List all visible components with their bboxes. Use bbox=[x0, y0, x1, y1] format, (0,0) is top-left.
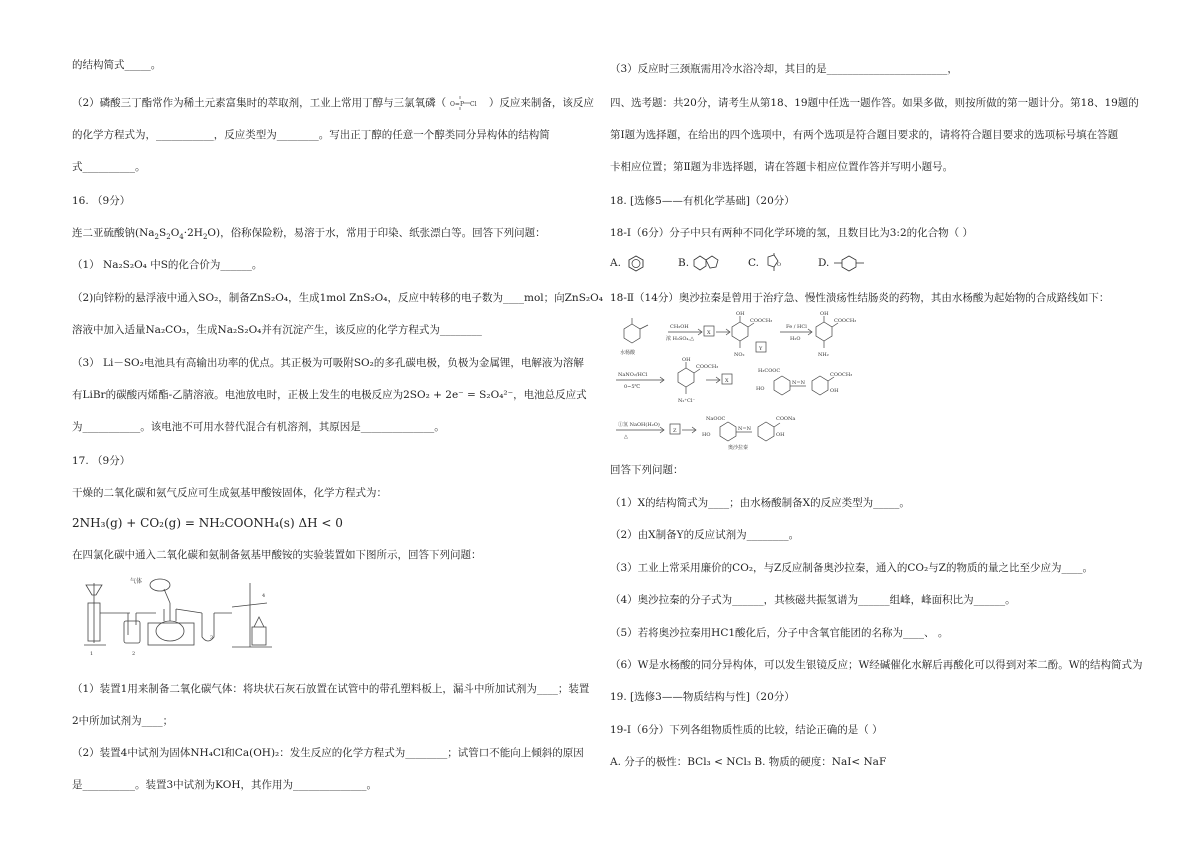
benzene-structure-icon bbox=[626, 254, 646, 272]
svg-text:N=N: N=N bbox=[792, 380, 805, 386]
text-line: 式__________。 bbox=[72, 161, 146, 173]
svg-text:Fe / HCl: Fe / HCl bbox=[786, 324, 807, 330]
text-line: 在四氯化碳中通入二氧化碳和氨制备氨基甲酸铵的实验装置如下图所示，回答下列问题： bbox=[72, 549, 482, 561]
section-heading: 19. [选修3——物质结构与性]（20分） bbox=[610, 691, 795, 703]
text-line: （1）X的结构简式为____；由水杨酸制备X的反应类型为_____。 bbox=[610, 497, 910, 509]
text-line: 回答下列问题： bbox=[610, 464, 684, 476]
svg-text:NaNO₂/HCl: NaNO₂/HCl bbox=[618, 372, 648, 378]
text-line: （5）若将奥沙拉秦用HC1酸化后，分子中含氧官能团的名称为____、 。 bbox=[610, 627, 949, 639]
text-line: （4）奥沙拉秦的分子式为______，其核磁共振氢谱为______组峰，峰面积比为______。 bbox=[610, 594, 1016, 606]
text-line: 为___________。该电池不可用水替代混合有机溶剂，其原因是______________。 bbox=[72, 421, 445, 433]
text-line: 是__________。装置3中试剂为KOH，其作用为______________。 bbox=[72, 779, 378, 791]
text-line: 有LiBr的碳酸丙烯酯-乙腈溶液。电池放电时，正极上发生的电极反应为2SO₂ + 2e⁻ = S₂O₄²⁻，电池总反应式 bbox=[72, 389, 587, 401]
svg-text:HO: HO bbox=[702, 432, 711, 438]
text-line: （6）W是水杨酸的同分异构体，可以发生银镜反应；W经碱催化水解后再酸化可以得到对苯二酚。W的结构简式为 bbox=[610, 659, 1143, 671]
text-line: 干燥的二氧化碳和氨气反应可生成氨基甲酸铵固体，化学方程式为： bbox=[72, 487, 387, 499]
svg-text:奥沙拉秦: 奥沙拉秦 bbox=[728, 445, 749, 450]
option-row: A. B. C. O D. bbox=[610, 256, 940, 274]
text-line: 溶液中加入适量Na₂CO₃，生成Na₂S₂O₄并有沉淀产生，该反应的化学方程式为________ bbox=[72, 324, 482, 336]
text-line: 连二亚硫酸钠$(Na_2S_2O_4\cdot 2H_2O)$，俗称保险粉，易溶于水，常用于印染、纸张漂白等。回答下列问题： bbox=[72, 227, 546, 242]
text-line: （3） Li－SO₂电池具有高输出功率的优点。其正极为可吸附SO₂的多孔碳电极，负极为金属锂，电解液为溶解 bbox=[72, 357, 584, 369]
svg-text:O=P: O=P bbox=[449, 101, 464, 108]
text-line: 19-Ⅰ（6分）下列各组物质性质的比较，结论正确的是（ ） bbox=[610, 724, 883, 736]
svg-text:HO: HO bbox=[756, 386, 765, 392]
svg-text:OH: OH bbox=[820, 311, 829, 317]
text-line: 18-Ⅰ（6分）分子中只有两种不同化学环境的氢，且数目比为3:2的化合物（ ） bbox=[610, 227, 973, 239]
svg-text:OH: OH bbox=[736, 311, 745, 317]
spiro-structure-icon bbox=[692, 253, 720, 273]
svg-text:浓 H₂SO₄,△: 浓 H₂SO₄,△ bbox=[666, 336, 694, 342]
svg-text:4: 4 bbox=[262, 593, 266, 599]
svg-text:OH: OH bbox=[776, 432, 785, 438]
svg-text:COONa: COONa bbox=[776, 416, 796, 422]
text-line: （3）工业上常采用廉价的CO₂，与Z反应制备奥沙拉秦，通入的CO₂与Z的物质的量之比至少应为____。 bbox=[610, 562, 1093, 574]
text-line: 2中所加试剂为____； bbox=[72, 715, 174, 727]
text-line: 卡相应位置；第Ⅱ题为非选择题，请在答题卡相应位置作答并写明小题号。 bbox=[610, 161, 954, 173]
svg-text:NO₂: NO₂ bbox=[734, 352, 745, 358]
svg-text:2: 2 bbox=[132, 651, 136, 657]
text-line: 四、选考题：共20分，请考生从第18、19题中任选一题作答。如果多做，则按所做的第一题计分。第18、19题的 bbox=[610, 97, 1139, 109]
svg-text:1: 1 bbox=[90, 651, 94, 657]
svg-text:NH₂: NH₂ bbox=[818, 352, 829, 358]
section-heading: 18. [选修5——有机化学基础]（20分） bbox=[610, 195, 795, 207]
svg-text:3: 3 bbox=[210, 635, 214, 641]
svg-text:Cl: Cl bbox=[469, 101, 477, 108]
svg-text:Y: Y bbox=[759, 346, 763, 352]
svg-text:X: X bbox=[707, 330, 711, 336]
svg-text:水杨酸: 水杨酸 bbox=[620, 350, 636, 356]
apparatus-diagram bbox=[82, 573, 282, 658]
svg-text:OH: OH bbox=[682, 357, 691, 363]
svg-text:H₃COOC: H₃COOC bbox=[758, 368, 781, 374]
svg-text:COOCH₃: COOCH₃ bbox=[830, 372, 853, 378]
text-line: （1）装置1用来制备二氧化碳气体：将块状石灰石放置在试管中的带孔塑料板上，漏斗中所加试剂为____；装置 bbox=[72, 683, 590, 695]
text-line: A. 分子的极性：BCl₃ < NCl₃ B. 物质的硬度：NaI< NaF bbox=[610, 756, 887, 768]
svg-text:CH₃OH: CH₃OH bbox=[670, 324, 689, 330]
svg-text:Z: Z bbox=[673, 428, 677, 434]
text-line: 第Ⅰ题为选择题，在给出的四个选项中，有两个选项是符合题目要求的，请将符合题目要求的选项标号填在答题 bbox=[610, 129, 1119, 141]
svg-text:H₂O: H₂O bbox=[790, 336, 801, 342]
text-line: （3）反应时三颈瓶需用冷水浴冷却，其目的是_______________________， bbox=[610, 63, 958, 75]
text-line: 的化学方程式为，___________，反应类型为________。写出正丁醇的任意一个醇类同分异构体的结构简 bbox=[72, 129, 550, 141]
question-number: 16. （9分） bbox=[72, 195, 131, 207]
text-line: （2）由X制备Y的反应试剂为________。 bbox=[610, 529, 800, 541]
question-number: 17. （9分） bbox=[72, 455, 131, 467]
svg-text:N₂⁺Cl⁻: N₂⁺Cl⁻ bbox=[678, 398, 696, 404]
svg-text:COOCH₃: COOCH₃ bbox=[750, 318, 773, 324]
text-line: （2）装置4中试剂为固体NH₄Cl和Ca(OH)₂：发生反应的化学方程式为________；试管口不能向上倾斜的原因 bbox=[72, 747, 584, 759]
text-line: 18-Ⅱ（14分）奥沙拉秦是曾用于治疗急、慢性溃疡性结肠炎的药物，其由水杨酸为起始物的合成路线如下： bbox=[610, 292, 1110, 304]
svg-text:OH: OH bbox=[830, 388, 839, 394]
svg-text:①氢 NaOH(H₂O): ①氢 NaOH(H₂O) bbox=[618, 422, 660, 428]
svg-text:NaOOC: NaOOC bbox=[706, 416, 726, 422]
text-line: （1） Na₂S₂O₄ 中S的化合价为______。 bbox=[72, 259, 263, 271]
equation: 2NH₃(g) + CO₂(g) = NH₂COONH₄(s) ΔH < 0 bbox=[72, 516, 343, 530]
text-line: （2）磷酸三丁酯常作为稀土元素富集时的萃取剂，工业上常用丁醇与三氯氧磷（ O=P Cl ）反应来制备，该反应 bbox=[72, 97, 594, 109]
gas-label: 气体 bbox=[130, 578, 143, 585]
svg-text:0~5℃: 0~5℃ bbox=[624, 384, 641, 390]
furan-structure-icon bbox=[762, 253, 786, 273]
svg-text:△: △ bbox=[624, 434, 628, 440]
xylene-structure-icon bbox=[832, 254, 866, 272]
svg-text:N=N: N=N bbox=[738, 426, 751, 432]
svg-text:COOCH₃: COOCH₃ bbox=[834, 318, 857, 324]
text-line: 的结构简式_____。 bbox=[72, 59, 162, 71]
synthesis-scheme bbox=[610, 310, 880, 450]
svg-text:O: O bbox=[777, 262, 782, 268]
pocl3-structure-icon bbox=[450, 96, 486, 110]
svg-text:X: X bbox=[725, 378, 729, 384]
text-line: （2)向锌粉的悬浮液中通入SO₂，制备ZnS₂O₄，生成1mol ZnS₂O₄，反应中转移的电子数为____mol；向ZnS₂O₄ bbox=[72, 292, 603, 304]
svg-text:COOCH₃: COOCH₃ bbox=[696, 364, 719, 370]
